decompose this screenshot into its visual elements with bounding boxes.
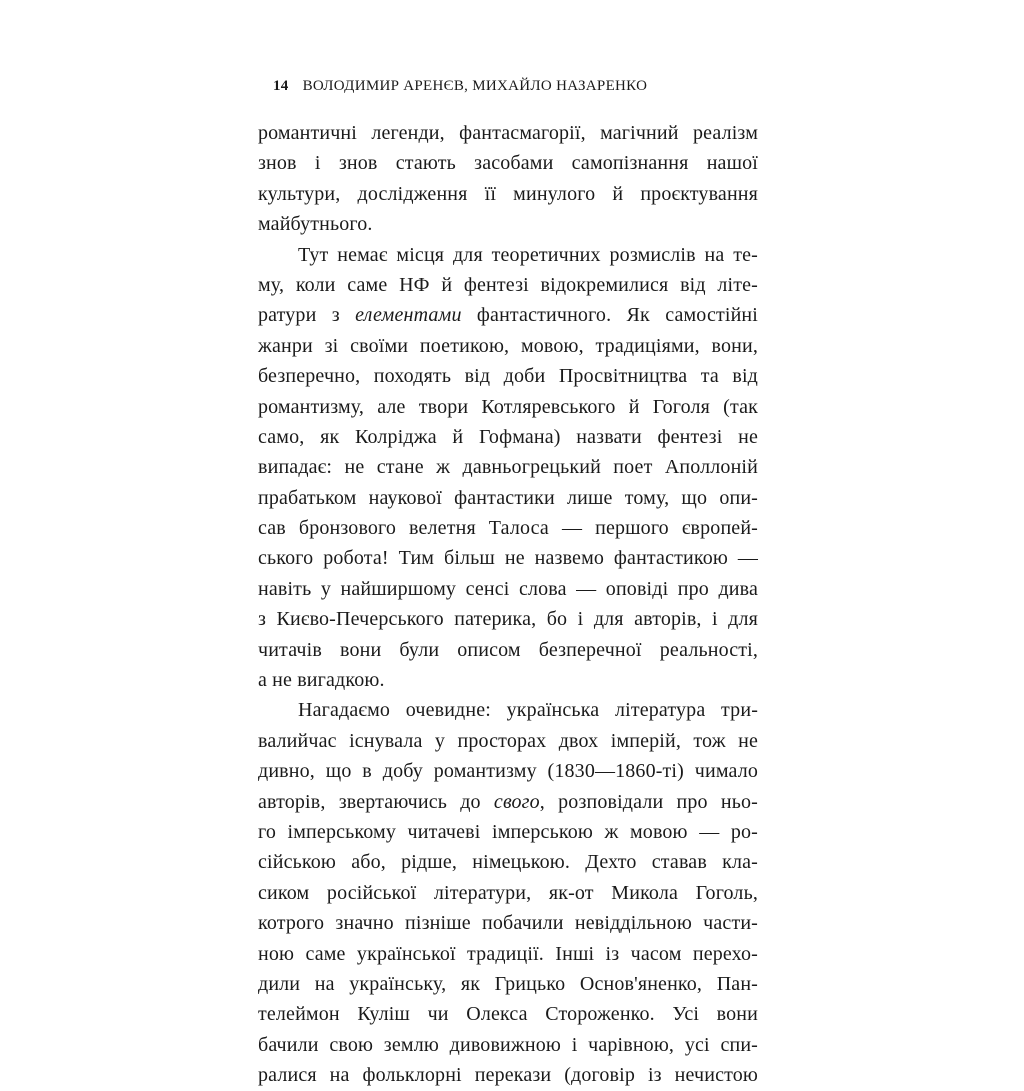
text-line: читачів вони були описом безперечної реальності, — [258, 638, 758, 661]
text-line — [258, 300, 758, 330]
italic-emphasis: свого — [493, 790, 540, 813]
text-line: котрого значно пізніше побачили невіддільною части- — [258, 912, 758, 935]
text-line: само, як Колріджа й Гофмана) назвати фентезі не — [258, 425, 758, 448]
text-line: дили на українську, як Грицько Основ'яненко, Пан- — [258, 972, 758, 995]
text-line: ралися на фольклорні перекази (договір із нечистою — [258, 1064, 758, 1087]
page-number: 14 — [273, 78, 289, 94]
text-line: сав бронзового велетня Талоса — першого європей- — [258, 517, 758, 540]
running-head-authors: ВОЛОДИМИР АРЕНЄВ, МИХАЙЛО НАЗАРЕНКО — [302, 78, 648, 94]
text-line: сиком російської літератури, як-от Микола Гоголь, — [258, 881, 758, 904]
running-head — [273, 78, 647, 95]
text-line: романтичні легенди, фантасмагорії, магічний реалізм — [258, 122, 758, 144]
text-line: му, коли саме НФ й фентезі відокремилися від літе- — [258, 273, 758, 296]
text-line: романтизму, але твори Котляревського й Гоголя (так — [258, 395, 758, 418]
text-line: ського робота! Тим більш не назвемо фантастикою — — [258, 547, 758, 570]
text-line: сійською або, рідше, німецькою. Дехто ставав кла- — [258, 851, 758, 874]
text-line — [258, 787, 758, 817]
text-line: знов і знов стають засобами самопізнання нашої — [258, 152, 758, 175]
text-line: випадає: не стане ж давньогрецький поет Аполлоній — [258, 456, 758, 479]
text-line: телеймон Куліш чи Олекса Стороженко. Усі вони — [258, 1003, 758, 1026]
text-line: Нагадаємо очевидне: українська література три- — [298, 699, 758, 722]
text-line: ною саме української традиції. Інші із часом перехо- — [258, 942, 758, 965]
text-line: Тут немає місця для теоретичних розмислів на те- — [298, 243, 758, 266]
text-line: бачили свою землю дивовижною і чарівною, усі спи- — [258, 1033, 758, 1056]
italic-emphasis: елементами — [355, 304, 462, 327]
text-line: прабатьком наукової фантастики лише тому, що опи- — [258, 486, 758, 509]
text-span: фантастичного. Як самостійні — [461, 304, 758, 327]
text-line: майбутнього. — [258, 213, 373, 236]
body-text — [258, 118, 758, 1091]
text-line: навіть у найширшому сенсі слова — оповіді про дива — [258, 577, 758, 600]
text-span: ратури з — [258, 304, 356, 327]
text-line: а не вигадкою. — [258, 669, 385, 692]
text-line: валийчас існувала у просторах двох імперій, тож не — [258, 729, 758, 752]
text-line: жанри зі своїми поетикою, мовою, традиціями, вони, — [258, 334, 758, 357]
text-line: культури, дослідження її минулого й проєктування — [258, 182, 758, 205]
text-span: , розповідали про ньо- — [539, 790, 758, 813]
text-line: го імперському читачеві імперською ж мовою — ро- — [258, 820, 758, 843]
text-span: авторів, звертаючись до — [258, 790, 494, 813]
text-line: дивно, що в добу романтизму (1830—1860-ті) чимало — [258, 760, 758, 783]
text-line: безперечно, походять від доби Просвітництва та від — [258, 365, 758, 388]
text-line: з Києво-Печерського патерика, бо і для авторів, і для — [258, 608, 758, 631]
